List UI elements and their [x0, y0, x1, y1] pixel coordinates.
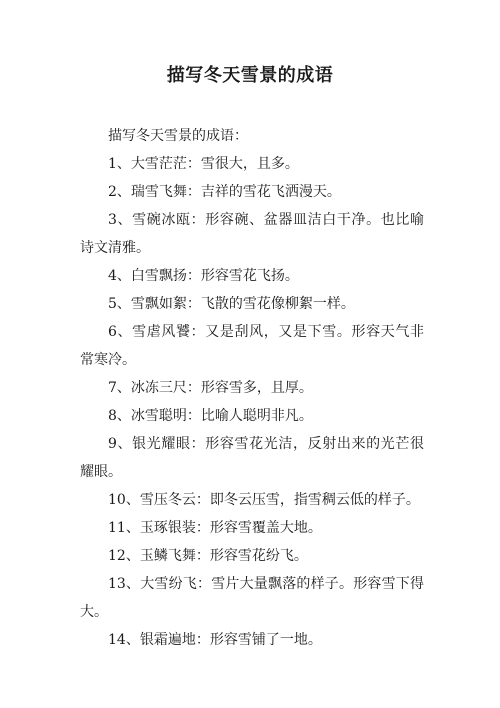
- idiom-item-3: 3、雪碗冰瓯：形容碗、盆器皿洁白干净。也比喻诗文清雅。: [80, 212, 424, 256]
- idiom-item-1: 1、大雪茫茫：雪很大，且多。: [108, 156, 299, 172]
- idiom-item-6: 6、雪虐风饕：又是刮风，又是下雪。形容天气非常寒冷。: [80, 324, 424, 368]
- idiom-item-5: 5、雪飘如絮：飞散的雪花像柳絮一样。: [108, 296, 355, 312]
- idiom-item-12: 12、玉鳞飞舞：形容雪花纷飞。: [108, 548, 308, 564]
- idiom-item-11: 11、玉琢银装：形容雪覆盖大地。: [108, 520, 322, 536]
- idiom-item-7: 7、冰冻三尺：形容雪多，且厚。: [108, 380, 313, 396]
- page-title: 描写冬天雪景的成语: [166, 65, 334, 86]
- document-body: [80, 122, 424, 654]
- idiom-item-2: 2、瑞雪飞舞：吉祥的雪花飞洒漫天。: [108, 184, 341, 200]
- idiom-item-8: 8、冰雪聪明：比喻人聪明非凡。: [108, 408, 313, 424]
- idiom-item-13: 13、大雪纷飞：雪片大量飘落的样子。形容雪下得大。: [80, 576, 424, 620]
- idiom-item-9: 9、银光耀眼：形容雪花光洁，反射出来的光芒很耀眼。: [80, 436, 424, 480]
- idiom-item-4: 4、白雪飘扬：形容雪花飞扬。: [108, 268, 299, 284]
- idiom-item-10: 10、雪压冬云：即冬云压雪，指雪稠云低的样子。: [108, 492, 420, 508]
- intro-paragraph: 描写冬天雪景的成语：: [108, 128, 248, 144]
- idiom-item-14: 14、银霜遍地：形容雪铺了一地。: [108, 632, 322, 648]
